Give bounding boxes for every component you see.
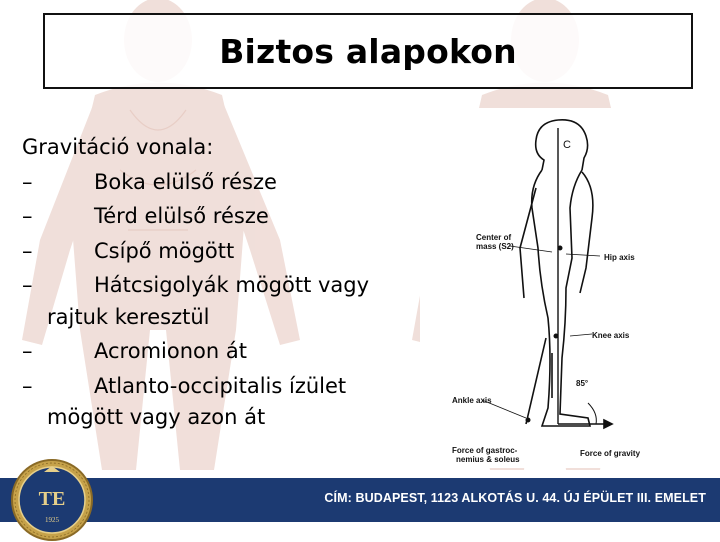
footer-address: CÍM: BUDAPEST, 1123 ALKOTÁS U. 44. ÚJ ÉPÜLET III. EMELET [324, 491, 706, 505]
center-mass-label-2: mass (S2) [476, 242, 514, 251]
hip-axis-label: Hip axis [604, 253, 635, 262]
list-item: – Acromionon át [22, 339, 247, 363]
list-item: – Atlanto-occipitalis ízület mögött vagy azon át [22, 373, 347, 429]
gravity-force-label: Force of gravity [580, 449, 641, 458]
footer-band [0, 478, 720, 522]
ankle-axis-label: Ankle axis [452, 396, 492, 405]
angle-label: 85° [576, 379, 589, 388]
slide-title: Biztos alapokon [219, 31, 517, 71]
bullet-list [22, 165, 422, 435]
list-item: – Boka elülső része [22, 169, 277, 194]
list-item: – Csípő mögött [22, 238, 235, 263]
logo-year: 1925 [45, 516, 59, 524]
center-mass-label: Center of [476, 233, 512, 242]
list-item: – Hátcsigolyák mögött vagy rajtuk keresztül [22, 273, 370, 329]
content-list [22, 130, 422, 435]
logo-initials: TE [38, 488, 66, 510]
gastrocnemius-label: Force of gastroc- [452, 446, 518, 455]
gastrocnemius-label-2: nemius & soleus [456, 455, 520, 464]
c-marker-label: C [563, 139, 571, 151]
posture-diagram [420, 108, 720, 468]
knee-axis-label: Knee axis [592, 331, 630, 340]
university-seal-logo [10, 458, 94, 542]
title-box [43, 13, 693, 89]
list-item: – Térd elülső része [22, 204, 269, 228]
list-heading: Gravitáció vonala: [22, 135, 214, 159]
